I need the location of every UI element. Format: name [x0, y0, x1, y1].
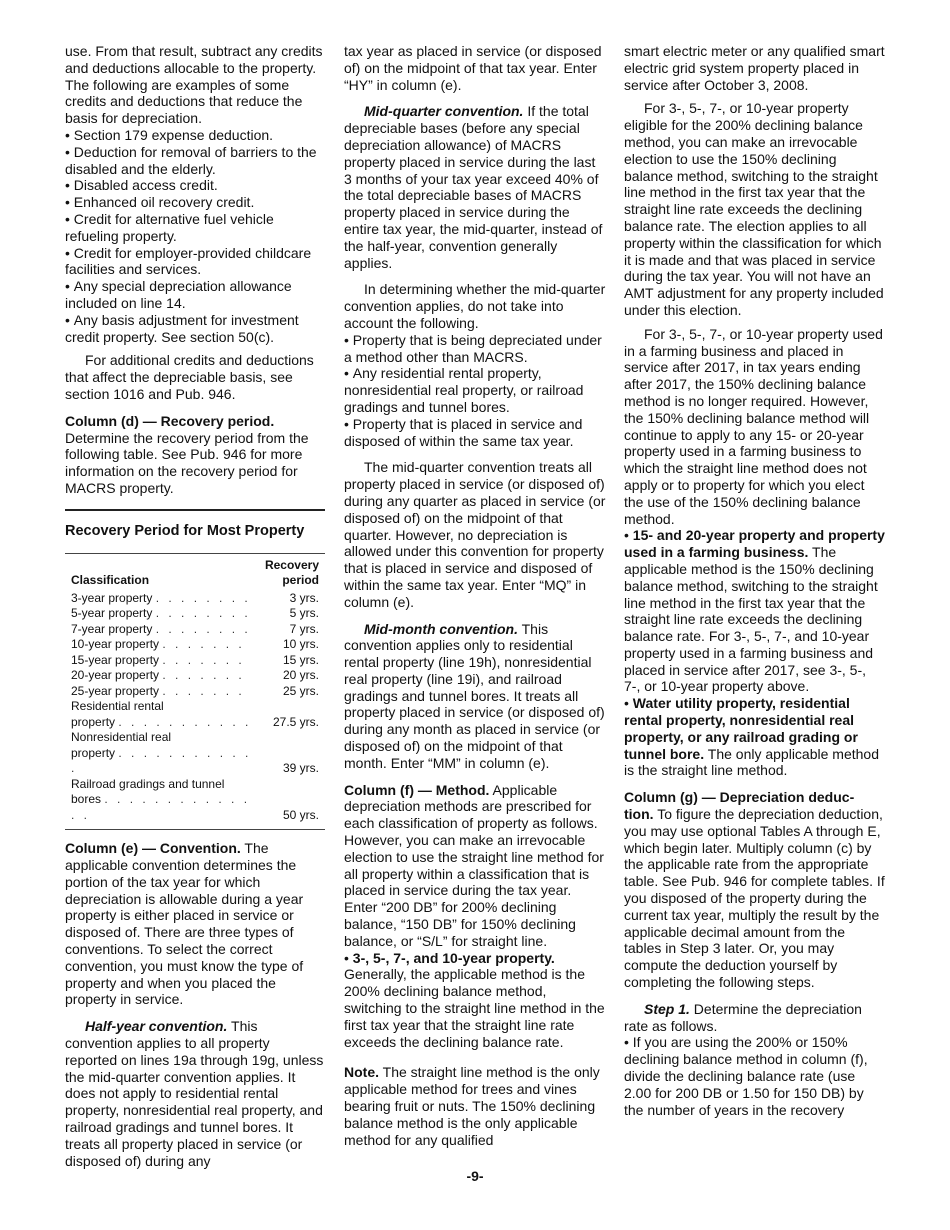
list-item: • Any residential rental property, nonresidential real property, or railroad gradings and tunnel bores. [344, 365, 606, 415]
list-item: • Water utility property, residential rental property, nonresidential real property, or any railroad grading or tunnel bore. The only applicable method is the straight line method. [624, 695, 886, 779]
header-recovery-period: Recovery period [264, 557, 319, 588]
subsection-heading: Mid-month convention. [364, 620, 518, 637]
note [344, 1064, 606, 1148]
step-text: Determine the depreciation rate as follows. [624, 1000, 862, 1034]
list-item: • Property that is placed in service and disposed of within the same tax year. [344, 416, 606, 450]
table-title: Recovery Period for Most Property [65, 522, 305, 539]
table-row: Residential rental [71, 699, 164, 714]
column-1 [65, 43, 325, 1169]
paragraph: smart electric meter or any qualified smart electric grid system property placed in service after October 3, 2008. [624, 43, 885, 93]
list-item: • Any basis adjustment for investment credit property. See section 50(c). [65, 312, 325, 346]
table-header-row [65, 553, 325, 591]
list-item: • 15- and 20-year property and property used in a farming business. The applicable method is the 150% declining balance method, switching to the straight line method in the first tax year that the straight line rate exceeds the declining balance rate. For 3-, 5-, 7-, and 10-year property used in a farming business and placed in service after 2017, see 3-, 5-, 7-, or 10-year property above. [624, 527, 886, 695]
mid-month-convention [344, 621, 606, 772]
list-item: • Disabled access credit. [65, 177, 325, 194]
table-row: bores . . . . . . . . . . . . . . 50 yrs. [71, 792, 319, 822]
note-heading: Note. [344, 1064, 379, 1081]
section-text: Applicable depreciation methods are prescribed for each classification of property as follows. However, you can make an irrevocable election to use the straight line method for all property within a classification that is placed in service during the tax year. Enter “200 DB” for 200% declining balance, “150 DB” for 150% declining balance, or “S/L” for straight line. [344, 781, 604, 949]
list-item: • Any special depreciation allowance included on line 14. [65, 278, 325, 312]
step-1 [624, 1001, 886, 1035]
list-item: • Enhanced oil recovery credit. [65, 194, 325, 211]
table-row: 5-year property . . . . . . . . 5 yrs. [71, 606, 319, 621]
section-text: Determine the recovery period from the following table. See Pub. 946 for more information on the recovery period for MACRS property. [65, 429, 309, 496]
section-column-g [624, 789, 886, 991]
recovery-period-table-box [65, 509, 325, 831]
section-text: To figure the depreciation deduction, you may use optional Tables A through E, which begin later. Multiply column (c) by the applicable rate from the appropriate table. See Pub. 946 for complete tables. If you disposed of the property during the current tax year, multiply the result by the applicable decimal amount from the tables in Step 3 later. Or, you may compute the deduction yourself by completing the following steps. [624, 806, 885, 991]
section-column-e [65, 840, 325, 1008]
paragraph: tax year as placed in service (or disposed of) on the midpoint of that tax year. Enter “HY” in column (e). [344, 43, 602, 93]
section-column-d [65, 413, 325, 497]
paragraph: For additional credits and deductions that affect the depreciable basis, see section 1016 and Pub. 946. [65, 352, 314, 402]
section-text: The applicable convention determines the portion of the tax year for which depreciation is allowable during a year property is either placed in service or disposed of. There are three types of conventions. To select the correct convention, you must know the type of property and when you placed the property in service. [65, 840, 304, 1008]
subsection-heading: Half-year convention. [85, 1018, 228, 1035]
section-column-f [344, 782, 606, 950]
table-row: Railroad gradings and tunnel [71, 776, 225, 791]
list-item: • Credit for alternative fuel vehicle refueling property. [65, 211, 325, 245]
recovery-period-table [65, 553, 325, 831]
subsection-text: This convention applies only to residential rental property (line 19h), nonresidential real property (line 19i), and railroad gradings and tunnel bores. It treats all property placed in service (or disposed of) during any month as placed in service (or disposed of) on the midpoint of that month. Enter “MM” in column (e). [344, 620, 605, 771]
paragraph: The mid-quarter convention treats all property placed in service (or disposed of) during any quarter as placed in service (or disposed of) on the midpoint of that quarter. However, no depreciation is allowed under this convention for property that is placed in service and disposed of within the same tax year. Enter “MQ” in column (e). [344, 459, 606, 610]
list-item: • Credit for employer-provided childcare facilities and services. [65, 245, 325, 279]
list-item: • If you are using the 200% or 150% declining balance method in column (f), divide the declining balance rate (use 2.00 for 200 DB or 1.50 for 150 DB) by the number of years in the recovery [624, 1034, 886, 1118]
table-row: 15-year property . . . . . . . 15 yrs. [71, 652, 319, 667]
list-item: • Property that is being depreciated under a method other than MACRS. [344, 332, 606, 366]
section-heading: Column (f) — Method. [344, 781, 490, 798]
paragraph: For 3-, 5-, 7-, or 10-year property used in a farming business and placed in service after 2017, in tax years ending after 2017, the 150% declining balance method is no longer required. However, the 150% declining balance method will continue to apply to any 15- or 20-year property used in a farming business to which the straight line method does not apply or to property for which you elect the use of the 150% declining balance method. [624, 325, 883, 527]
paragraph: For 3-, 5-, 7-, or 10-year property eligible for the 200% declining balance method, you can make an irrevocable election to use the 150% declining balance method, switching to the straight line method in the first tax year that the straight line rate exceeds the declining balance rate. The election applies to all property within the classification for which it is made and that was placed in service during the tax year. You will not have an AMT adjustment for any property included under this election. [624, 100, 884, 318]
table-row: property . . . . . . . . . . . . 39 yrs. [71, 745, 319, 776]
header-classification: Classification [71, 573, 150, 588]
table-row: Nonresidential real [71, 730, 172, 745]
mid-quarter-convention [344, 103, 606, 271]
note-text: The straight line method is the only applicable method for trees and vines bearing fruit or nuts. The 150% declining balance method is the only applicable method for any qualified [344, 1064, 600, 1148]
list-item: • Section 179 expense deduction. [65, 127, 325, 144]
subsection-text: This convention applies to all property reported on lines 19a through 19g, unless the mid-quarter convention applies. It does not apply to residential rental property, nonresidential real property, and railroad gradings and tunnel bores. It treats all property placed in service (or disposed of) during any [65, 1018, 324, 1169]
paragraph: In determining whether the mid-quarter convention applies, do not take into account the following. [344, 281, 606, 331]
half-year-convention [65, 1018, 325, 1169]
subsection-text: If the total depreciable bases (before any special depreciation allowance) of MACRS property placed in service during the last 3 months of your tax year exceed 40% of the total depreciable bases of MACRS property placed in service during the entire tax year, the mid-quarter, instead of the half-year, convention generally applies. [344, 103, 603, 271]
list-item: • Deduction for removal of barriers to the disabled and the elderly. [65, 144, 325, 178]
subsection-heading: Mid-quarter convention. [364, 103, 524, 120]
table-row: property . . . . . . . . . . . 27.5 yrs. [71, 714, 319, 729]
table-row: 20-year property . . . . . . . 20 yrs. [71, 668, 319, 683]
section-heading: Column (g) — Depreciation deduc- tion. [624, 789, 855, 823]
list-item: • 3-, 5-, 7-, and 10-year property. Generally, the applicable method is the 200% declining balance method, switching to the straight line method in the first tax year that the straight line rate exceeds the declining balance rate. [344, 950, 606, 1051]
table-row: 25-year property . . . . . . . 25 yrs. [71, 683, 319, 698]
section-heading: Column (e) — Convention. [65, 840, 241, 857]
table-row: 10-year property . . . . . . . 10 yrs. [71, 637, 319, 652]
table-row: 3-year property . . . . . . . . 3 yrs. [71, 590, 319, 605]
step-heading: Step 1. [644, 1000, 690, 1017]
column-2 [344, 43, 606, 1148]
paragraph: use. From that result, subtract any credits and deductions allocable to the property. The following are examples of some credits and deductions that reduce the basis for depreciation. [65, 43, 323, 127]
page-number: -9- [466, 1168, 484, 1184]
table-row: 7-year property . . . . . . . . 7 yrs. [71, 621, 319, 636]
column-3 [624, 43, 886, 1118]
section-heading: Column (d) — Recovery period. [65, 412, 275, 429]
